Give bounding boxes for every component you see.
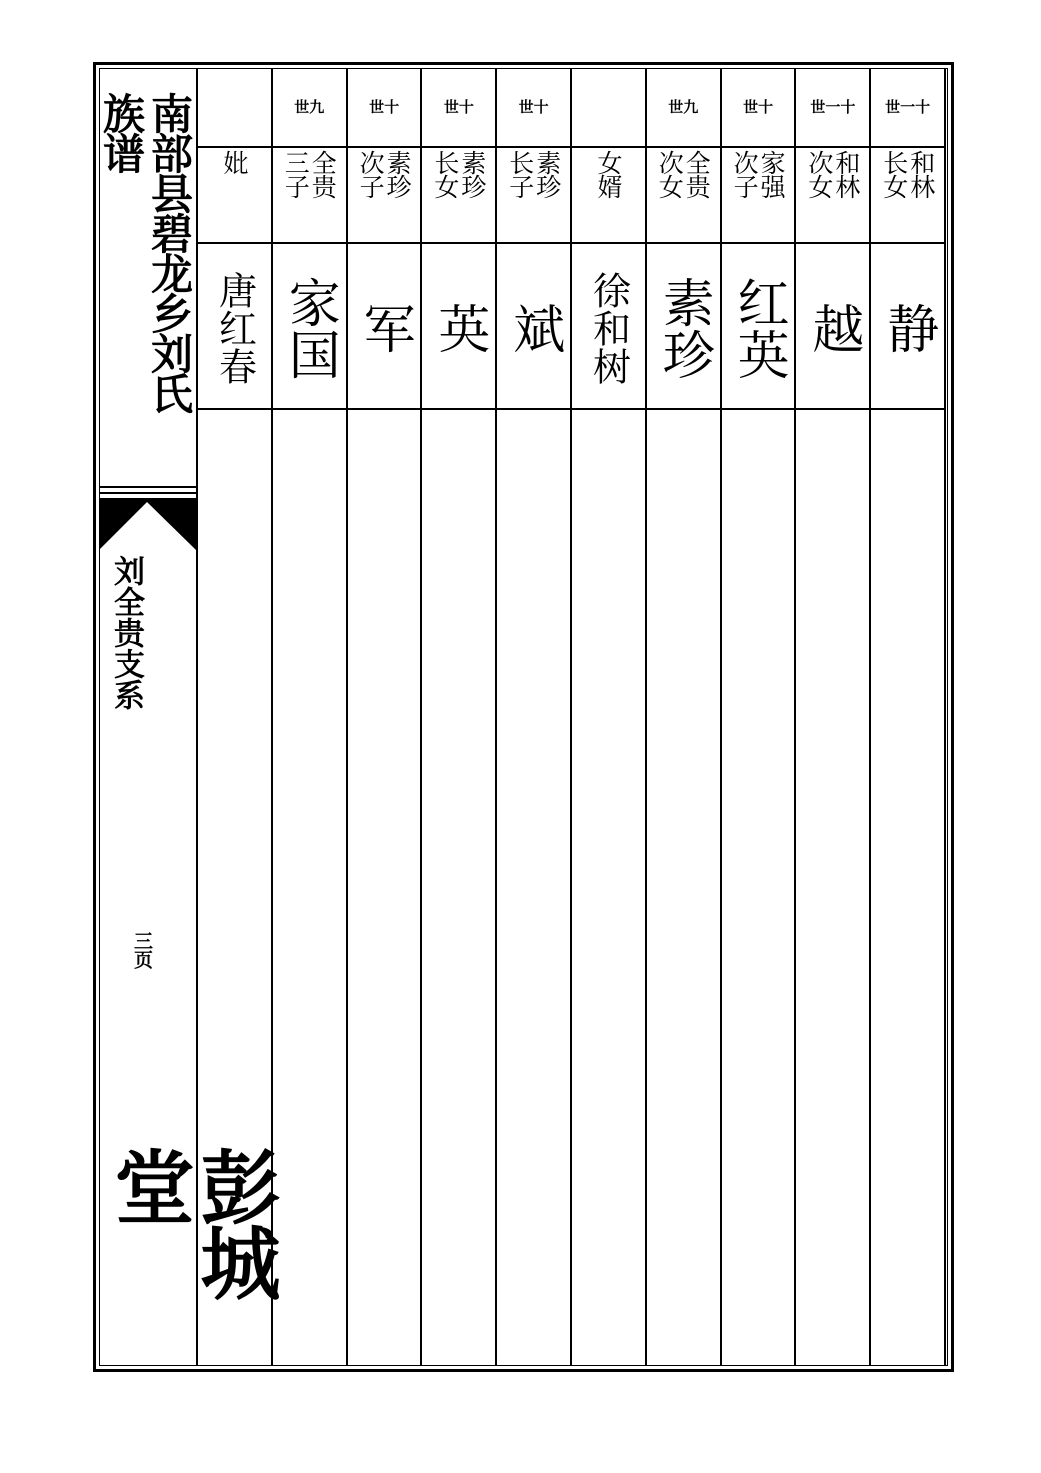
person-name: 静 — [877, 302, 938, 354]
generation-label: 世十 — [518, 98, 549, 116]
genealogy-title-line-2: 族谱 — [97, 92, 146, 172]
relation-cell — [198, 150, 271, 240]
person-name: 徐和树 — [586, 271, 631, 385]
person-name-cell — [871, 248, 944, 408]
hall-name: 彭城堂 — [101, 1146, 281, 1298]
relation-cell — [722, 150, 795, 240]
branch-title: 刘全贵支系 — [108, 555, 144, 710]
genealogy-column — [271, 68, 346, 1366]
relation-label: 妣 — [220, 150, 249, 174]
relation-cell — [871, 150, 944, 240]
relation-cell — [497, 150, 570, 240]
genealogy-column — [794, 68, 869, 1366]
relation-label: 素珍长子 — [505, 150, 562, 198]
genealogy-column — [196, 68, 271, 1366]
relation-cell — [422, 150, 495, 240]
relation-label: 素珍长女 — [430, 150, 487, 198]
genealogy-column — [495, 68, 570, 1366]
generation-label — [198, 68, 271, 145]
relation-label: 家强次子 — [730, 150, 787, 198]
genealogy-title — [98, 92, 192, 492]
person-name: 越 — [802, 302, 863, 354]
person-name-cell — [273, 248, 346, 408]
page-number: 三页 — [131, 931, 153, 969]
person-name: 素珍 — [653, 276, 714, 380]
person-name-cell — [198, 248, 271, 408]
table-right-border — [944, 68, 946, 1366]
generation-label — [572, 68, 645, 145]
genealogy-column — [869, 68, 944, 1366]
person-name-cell — [796, 248, 869, 408]
generation-label: 世一十 — [885, 98, 931, 116]
relation-cell — [647, 150, 720, 240]
person-name: 家国 — [279, 276, 340, 380]
genealogy-column — [720, 68, 795, 1366]
relation-label: 素珍次子 — [356, 150, 413, 198]
generation-label: 世九 — [294, 98, 325, 116]
relation-label: 和林次女 — [804, 150, 861, 198]
generation-label: 世九 — [668, 98, 699, 116]
person-name: 红英 — [728, 276, 789, 380]
generation-label: 世十 — [743, 98, 774, 116]
spine-rule-top — [99, 486, 196, 488]
fish-tail-ornament — [99, 498, 196, 550]
relation-cell — [796, 150, 869, 240]
relation-cell — [273, 150, 346, 240]
genealogy-column — [645, 68, 720, 1366]
person-name: 斌 — [503, 302, 564, 354]
person-name-cell — [572, 248, 645, 408]
person-name-cell — [348, 248, 421, 408]
person-name: 唐红春 — [212, 271, 257, 385]
relation-label: 和林长女 — [879, 150, 936, 198]
genealogy-title-line-1: 南部县碧龙乡刘氏 — [145, 92, 194, 412]
person-name-cell — [722, 248, 795, 408]
genealogy-column — [346, 68, 421, 1366]
person-name: 军 — [354, 302, 415, 354]
relation-cell — [572, 150, 645, 240]
genealogy-column — [570, 68, 645, 1366]
person-name-cell — [422, 248, 495, 408]
person-name-cell — [497, 248, 570, 408]
generation-label: 世一十 — [810, 98, 856, 116]
generation-label: 世十 — [443, 98, 474, 116]
relation-label: 女婿 — [594, 150, 623, 198]
person-name: 英 — [428, 302, 489, 354]
genealogy-column — [420, 68, 495, 1366]
person-name-cell — [647, 248, 720, 408]
spine-rule-bottom — [99, 492, 196, 494]
relation-label: 全贵次女 — [655, 150, 712, 198]
generation-label: 世十 — [369, 98, 400, 116]
relation-label: 全贵三子 — [281, 150, 338, 198]
relation-cell — [348, 150, 421, 240]
